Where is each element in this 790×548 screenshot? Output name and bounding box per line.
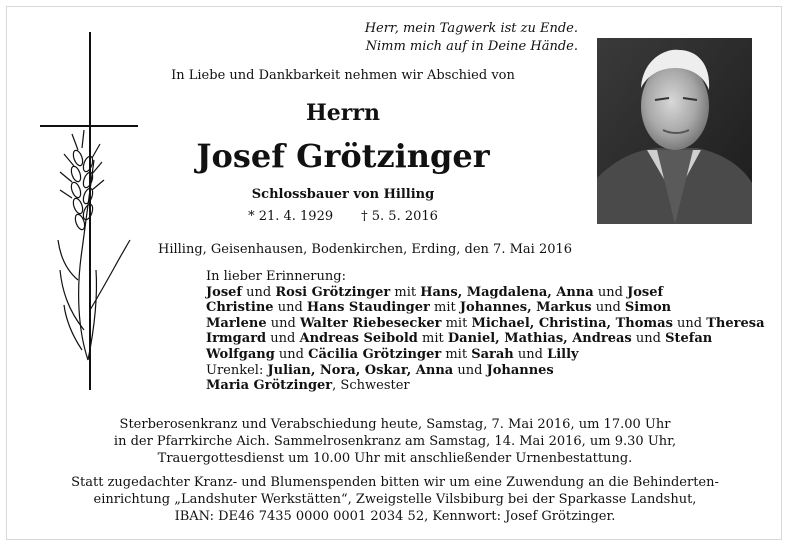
- deceased-title: Schlossbauer von Hilling: [251, 187, 435, 202]
- verse: [330, 20, 578, 56]
- mourners-list: [206, 269, 766, 394]
- donation-line-3: IBAN: DE46 7435 0000 0001 2034 52, Kennwort: Josef Grötzinger.: [174, 509, 616, 524]
- donation-line-1: Statt zugedachter Kranz- und Blumenspenden bitten wir um eine Zuwendung an die Behinderten-: [71, 475, 719, 490]
- salutation: Herrn: [306, 100, 380, 126]
- donation-line-2: einrichtung „Landshuter Werkstätten“, Zweigstelle Vilsbiburg bei der Sparkasse Landshut,: [93, 492, 697, 507]
- birth-date: * 21. 4. 1929: [248, 209, 334, 224]
- place-and-date: Hilling, Geisenhausen, Bodenkirchen, Erding, den 7. Mai 2016: [158, 242, 573, 257]
- verse-line-1: Herr, mein Tagwerk ist zu Ende.: [364, 21, 578, 36]
- donation-request: [34, 474, 756, 525]
- mourner-line: Maria Grötzinger, Schwester: [206, 378, 410, 394]
- mourner-line: Marlene und Walter Riebesecker mit Michael, Christina, Thomas und Theresa: [206, 315, 765, 331]
- service-line-1: Sterberosenkranz und Verabschiedung heute, Samstag, 7. Mai 2016, um 17.00 Uhr: [119, 417, 671, 432]
- cross-with-wheat-icon: [38, 30, 138, 410]
- deceased-name: Josef Grötzinger: [196, 137, 490, 175]
- service-line-2: in der Pfarrkirche Aich. Sammelrosenkranz am Samstag, 14. Mai 2016, um 9.30 Uhr,: [113, 434, 677, 449]
- portrait-photo: [597, 38, 752, 224]
- mourner-line: Christine und Hans Staudinger mit Johannes, Markus und Simon: [206, 300, 672, 316]
- intro-text: In Liebe und Dankbarkeit nehmen wir Abschied von: [171, 68, 515, 83]
- service-announcement: [40, 416, 750, 467]
- mourner-line: Wolfgang und Cäcilia Grötzinger mit Sarah und Lilly: [206, 346, 579, 362]
- service-line-3: Trauergottesdienst um 10.00 Uhr mit anschließender Urnenbestattung.: [157, 451, 633, 466]
- mourners-heading: In lieber Erinnerung:: [206, 269, 346, 284]
- mourner-line: Irmgard und Andreas Seibold mit Daniel, Mathias, Andreas und Stefan: [206, 331, 713, 347]
- verse-line-2: Nimm mich auf in Deine Hände.: [365, 39, 578, 54]
- mourner-line: Josef und Rosi Grötzinger mit Hans, Magdalena, Anna und Josef: [206, 284, 664, 300]
- death-date: † 5. 5. 2016: [361, 209, 438, 224]
- life-dates: [158, 208, 528, 226]
- mourner-line: Urenkel: Julian, Nora, Oskar, Anna und Johannes: [206, 362, 554, 378]
